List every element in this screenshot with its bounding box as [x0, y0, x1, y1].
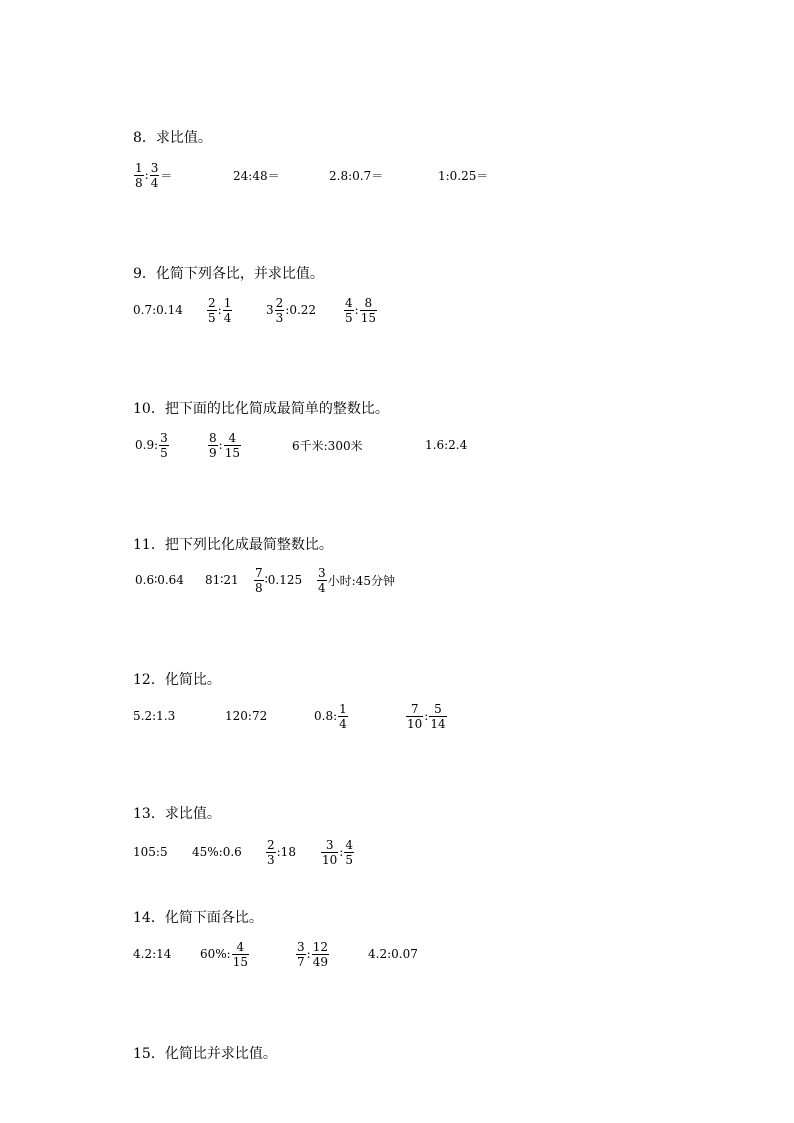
fraction-denominator: 4 [150, 175, 159, 190]
expression-text: 4.2:14 [133, 947, 172, 961]
expression-text: 3 [266, 303, 274, 317]
expression-q11-1 [135, 560, 184, 600]
expression-text: : [144, 168, 149, 182]
fraction-numerator: 1 [135, 160, 143, 175]
expression-q8-4 [438, 155, 488, 195]
expression-text: : [424, 709, 429, 723]
question-title-q13: 13．求比值。 [133, 806, 221, 822]
fraction [159, 431, 169, 460]
question-title-q15: 15．化简比并求比值。 [133, 1046, 277, 1062]
fraction [429, 702, 446, 731]
expression-text: : [354, 303, 359, 317]
expression-text: 1.6:2.4 [425, 438, 468, 452]
fraction-denominator: 10 [407, 716, 423, 731]
fraction [207, 296, 217, 325]
expression-text: 小时:45分钟 [327, 573, 395, 588]
fraction-denominator: 8 [135, 175, 143, 190]
expression-q13-1 [133, 832, 168, 872]
fraction [344, 838, 354, 867]
fraction-numerator: 3 [150, 160, 159, 175]
expression-text: :18 [276, 845, 296, 859]
fraction-denominator: 15 [224, 445, 240, 460]
fraction [266, 838, 276, 867]
expression-q8-1 [133, 155, 172, 195]
expression-row-q14 [0, 934, 794, 974]
expression-text: 2.8:0.7＝ [329, 168, 384, 183]
expression-q10-4 [425, 425, 467, 465]
expression-text: 120:72 [225, 709, 268, 723]
expression-q11-2 [205, 560, 239, 600]
expression-text: 0.7:0.14 [133, 303, 183, 317]
fraction [275, 296, 285, 325]
expression-row-q12 [0, 696, 794, 736]
expression-text: 0.9: [135, 438, 159, 452]
question-title-q8: 8．求比值。 [133, 130, 212, 146]
fraction [406, 702, 423, 731]
expression-q9-2 [206, 290, 233, 330]
fraction-denominator: 8 [255, 580, 263, 595]
expression-text: 1:0.25＝ [438, 168, 489, 183]
expression-text: : [339, 845, 344, 859]
fraction-numerator: 4 [345, 295, 353, 310]
expression-q14-4 [368, 934, 418, 974]
fraction-numerator: 8 [364, 295, 373, 310]
expression-text: 105:5 [133, 845, 168, 859]
fraction [312, 940, 329, 969]
expression-row-q9 [0, 290, 794, 330]
expression-text: ∶0.125 [264, 573, 303, 587]
expression-text: 5.2:1.3 [133, 709, 176, 723]
expression-row-q8 [0, 155, 794, 195]
fraction-numerator: 12 [312, 939, 328, 954]
question-title-q11: 11．把下列比化成最简整数比。 [133, 537, 333, 553]
expression-q9-4 [343, 290, 378, 330]
expression-text: ＝ [160, 168, 173, 183]
expression-q12-2 [225, 696, 267, 736]
question-title-q9: 9．化简下列各比，并求比值。 [133, 266, 324, 282]
expression-text: 4.2:0.07 [368, 947, 418, 961]
fraction-numerator: 1 [223, 295, 232, 310]
expression-q13-4 [320, 832, 355, 872]
expression-q14-3 [295, 934, 330, 974]
fraction-numerator: 7 [410, 701, 419, 716]
fraction [150, 161, 160, 190]
question-title-q12: 12．化简比。 [133, 672, 221, 688]
fraction-numerator: 4 [228, 430, 237, 445]
fraction-denominator: 4 [339, 716, 347, 731]
fraction-numerator: 3 [325, 837, 334, 852]
fraction [254, 566, 264, 595]
expression-text: :0.22 [285, 303, 317, 317]
fraction-numerator: 3 [160, 430, 168, 445]
fraction-denominator: 14 [430, 716, 446, 731]
fraction-numerator: 2 [267, 837, 275, 852]
fraction-denominator: 7 [297, 954, 305, 969]
fraction-numerator: 3 [318, 565, 326, 580]
fraction [338, 702, 348, 731]
expression-q12-4 [405, 696, 448, 736]
question-title-q10: 10．把下面的比化简成最简单的整数比。 [133, 401, 389, 417]
expression-q13-3 [265, 832, 296, 872]
expression-text: 6千米:300米 [292, 438, 363, 453]
fraction-denominator: 4 [318, 580, 326, 595]
expression-q10-3 [292, 425, 363, 465]
fraction [224, 431, 241, 460]
fraction-denominator: 15 [232, 954, 248, 969]
expression-text: : [218, 438, 223, 452]
fraction [321, 838, 338, 867]
expression-q12-3 [314, 696, 349, 736]
expression-q9-1 [133, 290, 183, 330]
fraction-denominator: 9 [209, 445, 217, 460]
expression-q8-3 [329, 155, 383, 195]
expression-row-q10 [0, 425, 794, 465]
expression-text: 81∶21 [205, 573, 239, 587]
expression-q11-4 [316, 560, 395, 600]
fraction-denominator: 3 [267, 852, 275, 867]
expression-q14-1 [133, 934, 171, 974]
fraction-numerator: 2 [208, 295, 216, 310]
expression-q11-3 [253, 560, 302, 600]
fraction [360, 296, 377, 325]
expression-q12-1 [133, 696, 175, 736]
fraction-numerator: 3 [297, 939, 305, 954]
expression-text: : [306, 947, 311, 961]
fraction-denominator: 5 [208, 310, 216, 325]
fraction-denominator: 15 [360, 310, 376, 325]
fraction-numerator: 4 [345, 837, 353, 852]
fraction-numerator: 2 [275, 295, 284, 310]
expression-text: : [217, 303, 222, 317]
expression-q8-2 [233, 155, 280, 195]
fraction-numerator: 8 [209, 430, 217, 445]
expression-text: 0.8: [314, 709, 338, 723]
fraction-numerator: 4 [236, 939, 245, 954]
fraction-denominator: 5 [160, 445, 168, 460]
expression-text: 45%:0.6 [192, 845, 242, 859]
fraction [296, 940, 306, 969]
expression-text: 0.6∶0.64 [135, 573, 184, 587]
fraction-denominator: 5 [345, 852, 353, 867]
expression-text: 60%: [200, 947, 231, 961]
fraction-numerator: 1 [339, 701, 347, 716]
expression-q9-3 [266, 290, 316, 330]
fraction [232, 940, 249, 969]
question-title-q14: 14．化简下面各比。 [133, 910, 263, 926]
fraction [317, 566, 327, 595]
fraction-denominator: 10 [322, 852, 338, 867]
expression-row-q13 [0, 832, 794, 872]
fraction-numerator: 7 [255, 565, 263, 580]
expression-text: 24:48＝ [233, 168, 280, 183]
expression-q10-1 [135, 425, 170, 465]
fraction [134, 161, 144, 190]
expression-q10-2 [207, 425, 242, 465]
fraction [344, 296, 354, 325]
fraction [223, 296, 233, 325]
fraction-numerator: 5 [434, 701, 442, 716]
fraction-denominator: 5 [345, 310, 353, 325]
expression-row-q11 [0, 560, 794, 600]
fraction-denominator: 4 [223, 310, 232, 325]
fraction [208, 431, 218, 460]
expression-q13-2 [192, 832, 242, 872]
fraction-denominator: 49 [312, 954, 328, 969]
expression-q14-2 [200, 934, 250, 974]
fraction-denominator: 3 [275, 310, 284, 325]
